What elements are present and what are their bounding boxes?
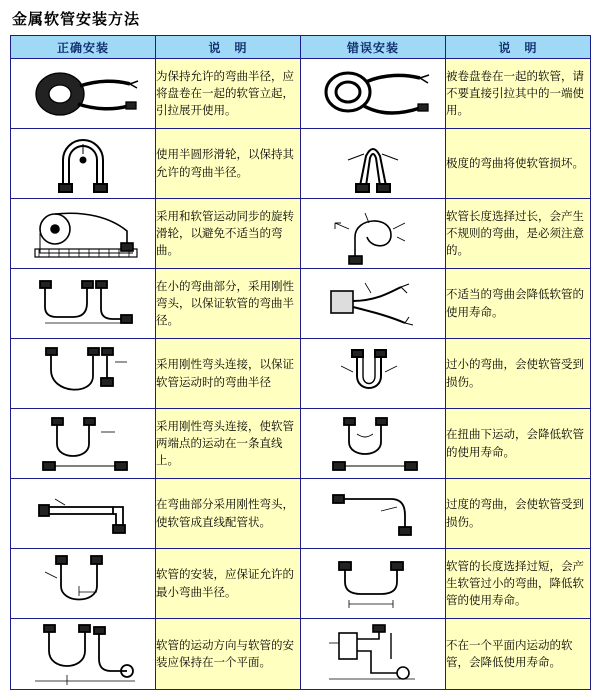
hose-installation-table xyxy=(10,35,591,690)
correct-illustration-cell xyxy=(11,269,156,339)
wrong-illustration-cell xyxy=(301,479,446,549)
wrong-illustration-cell xyxy=(301,59,446,129)
correct-description: 软管的安装，应保证允许的最小弯曲半径。 xyxy=(156,549,301,619)
wrong-description: 被卷盘卷在一起的软管，请不要直接引拉其中的一端使用。 xyxy=(446,59,591,129)
semicircular-sheave-drawing xyxy=(11,134,155,194)
correct-illustration-cell xyxy=(11,129,156,199)
min-bend-radius-install-drawing xyxy=(11,552,155,616)
correct-description: 软管的运动方向与软管的安装应保持在一个平面。 xyxy=(156,619,301,690)
too-long-hose-small-bend-drawing xyxy=(301,552,445,616)
wrong-illustration-cell xyxy=(301,339,446,409)
wrong-illustration-cell xyxy=(301,129,446,199)
twisted-u-hose-drawing xyxy=(301,412,445,476)
table-row xyxy=(11,409,591,479)
correct-description: 采用和软管运动同步的旋转滑轮，以避免不适当的弯曲。 xyxy=(156,199,301,269)
coiled-hose-pulled-drawing xyxy=(301,64,445,124)
u-shape-straight-line-drawing xyxy=(11,412,155,476)
wrong-description: 过小的弯曲，会使软管受到损伤。 xyxy=(446,339,591,409)
rotating-sheave-chain-drawing xyxy=(11,203,155,265)
correct-description: 采用刚性弯头连接，使软管两端点的运动在一条直线上。 xyxy=(156,409,301,479)
long-hose-irregular-bend-drawing xyxy=(301,203,445,265)
header-wrong-install: 错误安装 xyxy=(301,36,446,59)
table-row xyxy=(11,479,591,549)
header-correct-install: 正确安装 xyxy=(11,36,156,59)
correct-description: 为保持允许的弯曲半径，应将盘卷在一起的软管立起，引拉展开使用。 xyxy=(156,59,301,129)
wrong-description: 不在一个平面内运动的软管，会降低使用寿命。 xyxy=(446,619,591,690)
correct-illustration-cell xyxy=(11,549,156,619)
wrong-description: 过度的弯曲，会使软管受到损伤。 xyxy=(446,479,591,549)
table-row xyxy=(11,549,591,619)
correct-illustration-cell xyxy=(11,199,156,269)
table-row xyxy=(11,129,591,199)
out-of-plane-motion-drawing xyxy=(301,619,445,689)
wrong-illustration-cell xyxy=(301,269,446,339)
sharp-bend-hose-drawing xyxy=(301,134,445,194)
wrong-illustration-cell xyxy=(301,199,446,269)
wrong-illustration-cell xyxy=(301,549,446,619)
table-row xyxy=(11,269,591,339)
correct-description: 在弯曲部分采用刚性弯头，使软管成直线配管状。 xyxy=(156,479,301,549)
excessive-bend-drawing xyxy=(301,485,445,543)
correct-description: 使用半圆形滑轮，以保持其允许的弯曲半径。 xyxy=(156,129,301,199)
table-row xyxy=(11,339,591,409)
correct-illustration-cell xyxy=(11,339,156,409)
wrong-illustration-cell xyxy=(301,409,446,479)
correct-illustration-cell xyxy=(11,409,156,479)
improper-bend-block-drawing xyxy=(301,273,445,335)
wrong-description: 软管长度选择过长，会产生不规则的弯曲，是必须注意的。 xyxy=(446,199,591,269)
header-description-wrong: 说 明 xyxy=(446,36,591,59)
page-title: 金属软管安装方法 xyxy=(12,10,141,28)
table-row xyxy=(11,59,591,129)
too-small-bend-drawing xyxy=(301,342,445,406)
correct-description: 采用刚性弯头连接，以保证软管运动时的弯曲半径 xyxy=(156,339,301,409)
straight-pipe-elbow-drawing xyxy=(11,485,155,543)
correct-illustration-cell xyxy=(11,619,156,690)
rigid-bend-small-radius-drawing xyxy=(11,273,155,335)
wrong-description: 极度的弯曲将使软管损坏。 xyxy=(446,129,591,199)
header-description-correct: 说 明 xyxy=(156,36,301,59)
table-row xyxy=(11,619,591,690)
wrong-description: 软管的长度选择过短，会产生软管过小的弯曲，降低软管的使用寿命。 xyxy=(446,549,591,619)
correct-description: 在小的弯曲部分，采用刚性弯头，以保证软管的弯曲半径。 xyxy=(156,269,301,339)
rigid-elbow-connection-drawing xyxy=(11,342,155,406)
wrong-illustration-cell xyxy=(301,619,446,690)
wrong-description: 不适当的弯曲会降低软管的使用寿命。 xyxy=(446,269,591,339)
wrong-description: 在扭曲下运动，会降低软管的使用寿命。 xyxy=(446,409,591,479)
same-plane-motion-drawing xyxy=(11,619,155,689)
coiled-hose-drawing xyxy=(11,64,155,124)
table-row xyxy=(11,199,591,269)
correct-illustration-cell xyxy=(11,479,156,549)
table-header-row xyxy=(11,36,591,59)
correct-illustration-cell xyxy=(11,59,156,129)
